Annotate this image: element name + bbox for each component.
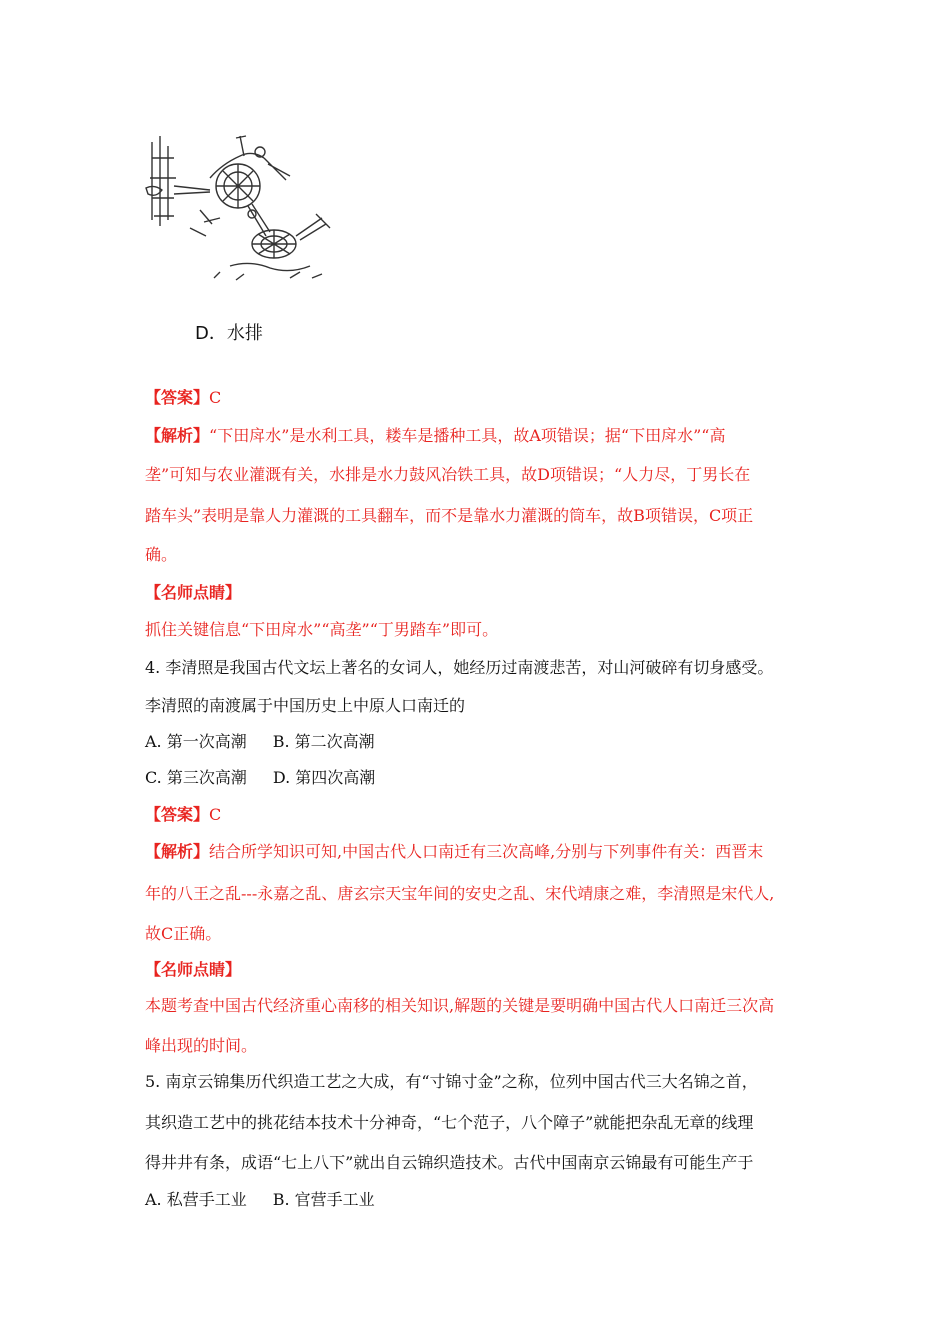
q3-analysis-line-3: 踏车头”表明是靠人力灌溉的工具翻车，而不是靠水力灌溉的筒车，故B项错误，C项正 xyxy=(145,506,754,525)
q4-answer: 【答案】C xyxy=(145,805,222,824)
q4-options-row-1 xyxy=(145,732,375,752)
q4-tip-line-2: 峰出现的时间。 xyxy=(145,1036,258,1055)
q4-option-a[interactable]: A. 第一次高潮 xyxy=(145,732,247,751)
q4-tip-line-1: 本题考查中国古代经济重心南移的相关知识,解题的关键是要明确中国古代人口南迁三次高 xyxy=(145,996,775,1015)
q3-analysis-line-4: 确。 xyxy=(145,545,178,564)
q3-analysis-line-2: 垄”可知与农业灌溉有关，水排是水力鼓风冶铁工具，故D项错误；“人力尽，丁男长在 xyxy=(145,465,751,484)
q4-stem-line-1: 4. 李清照是我国古代文坛上著名的女词人，她经历过南渡悲苦，对山河破碎有切身感受。 xyxy=(145,658,774,677)
q5-option-a[interactable]: A. 私营手工业 xyxy=(145,1190,247,1209)
q4-option-b[interactable]: B. 第二次高潮 xyxy=(272,732,375,751)
q4-analysis-line-1: 【解析】结合所学知识可知,中国古代人口南迁有三次高峰,分别与下列事件有关：西晋末 xyxy=(145,842,764,861)
q3-analysis-line-1: 【解析】“下田戽水”是水利工具，耧车是播种工具，故A项错误；据“下田戽水”“高 xyxy=(145,426,726,445)
water-bellows-illustration xyxy=(140,128,340,286)
q5-options-row-1 xyxy=(145,1190,375,1210)
q3-option-d[interactable]: D．水排 xyxy=(195,323,263,344)
q3-tip: 抓住关键信息“下田戽水”“高垄”“丁男踏车”即可。 xyxy=(145,620,499,639)
q4-stem-line-2: 李清照的南渡属于中国历史上中原人口南迁的 xyxy=(145,696,466,715)
q4-analysis-line-3: 故C正确。 xyxy=(145,924,222,943)
q4-option-c[interactable]: C. 第三次高潮 xyxy=(145,768,247,787)
q5-stem-line-2: 其织造工艺中的挑花结本技术十分神奇，“七个范子，八个障子”就能把杂乱无章的线理 xyxy=(145,1113,754,1132)
q5-option-b[interactable]: B. 官营手工业 xyxy=(272,1190,375,1209)
q3-tip-heading: 【名师点睛】 xyxy=(145,583,242,602)
q5-stem-line-3: 得井井有条，成语“七上八下”就出自云锦织造技术。古代中国南京云锦最有可能生产于 xyxy=(145,1153,754,1172)
q5-stem-line-1: 5. 南京云锦集历代织造工艺之大成，有“寸锦寸金”之称，位列中国古代三大名锦之首， xyxy=(145,1072,758,1091)
q4-analysis-line-2: 年的八王之乱---永嘉之乱、唐玄宗天宝年间的安史之乱、宋代靖康之难，李清照是宋代人, xyxy=(145,884,775,903)
q4-option-d[interactable]: D. 第四次高潮 xyxy=(272,768,376,787)
q3-answer: 【答案】C xyxy=(145,388,222,407)
q4-tip-heading: 【名师点睛】 xyxy=(145,960,242,979)
q4-options-row-2 xyxy=(145,768,375,788)
